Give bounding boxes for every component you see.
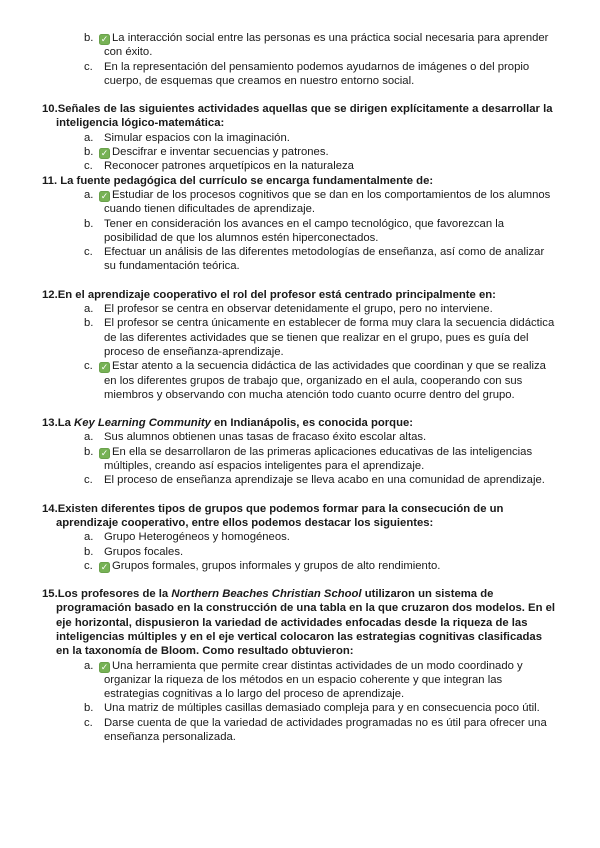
- option-letter: b.: [84, 445, 94, 458]
- answer-option: [84, 145, 556, 160]
- question-title: La fuente pedagógica del currículo se encarga fundamentalmente de:: [57, 174, 434, 187]
- option-text: El proceso de enseñanza aprendizaje se lleva acabo en una comunidad de aprendizaje.: [104, 474, 545, 487]
- option-letter: a.: [84, 531, 94, 544]
- question-title: Señales de las siguientes actividades aquellas que se dirigen explícitamente a desarrollar la inteligencia lógico-matemática:: [56, 103, 553, 130]
- option-text: Darse cuenta de que la variedad de actividades programadas no es útil para ofrecer una enseñanza personalizada.: [104, 716, 547, 744]
- option-letter: c.: [84, 360, 93, 373]
- option-text: Grupos formales, grupos informales y grupos de alto rendimiento.: [112, 559, 441, 572]
- question-number: 11.: [42, 174, 58, 187]
- question-block: [42, 174, 556, 188]
- question-block: [42, 502, 556, 531]
- option-text: Efectuar un análisis de las diferentes metodologías de enseñanza, así como de analizar su fundamentación teórica.: [104, 246, 545, 273]
- option-letter: b.: [84, 702, 94, 715]
- checkmark-icon: ✓: [100, 35, 109, 45]
- answer-option: [84, 60, 556, 89]
- question-block: [42, 416, 556, 430]
- option-text: Descifrar e inventar secuencias y patrones.: [112, 146, 329, 159]
- option-text: Simular espacios con la imaginación.: [104, 131, 290, 144]
- question-title: En el aprendizaje cooperativo el rol del profesor está centrado principalmente en:: [57, 288, 496, 301]
- question-number: 12.: [42, 288, 58, 301]
- answer-option: [84, 188, 556, 217]
- question-block: [42, 587, 556, 658]
- answer-option: [84, 131, 556, 145]
- option-letter: a.: [84, 131, 94, 144]
- option-letter: b.: [84, 317, 94, 330]
- question-block: [42, 288, 556, 302]
- option-text: Estudiar de los procesos cognitivos que se dan en los comportamientos de los alumnos cuando tienen dificultades de aprendizaje.: [104, 188, 551, 216]
- option-letter: a.: [84, 188, 94, 201]
- question-title: La: [57, 417, 75, 430]
- answer-option: [84, 545, 556, 559]
- question-title: Existen diferentes tipos de grupos que podemos formar para la consecución de un aprendizaje cooperativo, entre ellos podemos destacar los siguientes:: [56, 502, 504, 529]
- option-text: Una herramienta que permite crear distintas actividades de un modo coordinado y organizar la riqueza de los métodos en un espacio coherente y que integran las estrategias cognitivas a lo largo del proceso de aprendizaje.: [104, 659, 523, 701]
- question-number: 14.: [42, 502, 58, 515]
- option-letter: a.: [84, 431, 94, 444]
- option-text: Sus alumnos obtienen unas tasas de fracaso éxito escolar altas.: [104, 431, 427, 444]
- option-text: En ella se desarrollaron de las primeras aplicaciones educativas de las inteligencias múltiples, creando así espacios inteligentes para el aprendizaje.: [104, 445, 533, 473]
- option-letter: b.: [84, 32, 94, 44]
- question-number: 13.: [42, 417, 58, 430]
- option-letter: a.: [84, 659, 94, 672]
- option-letter: c.: [84, 60, 93, 73]
- checkmark-icon: ✓: [100, 191, 109, 202]
- option-text: El profesor se centra en observar detenidamente el grupo, pero no interviene.: [104, 303, 493, 316]
- option-text: El profesor se centra únicamente en establecer de forma muy clara la secuencia didáctica de las diferentes actividades que se tienen que realizar en el grupo, pues es guía del proceso de enseñanza-aprendizaje.: [104, 317, 555, 358]
- answer-option: [84, 217, 556, 246]
- answer-option: [84, 316, 556, 359]
- answer-option: [84, 530, 556, 544]
- option-letter: b.: [84, 146, 94, 159]
- option-letter: c.: [84, 246, 93, 259]
- question-number: 15.: [42, 588, 58, 601]
- option-text: Reconocer patrones arquetípicos en la naturaleza: [104, 160, 354, 173]
- answer-option: [84, 701, 556, 715]
- option-letter: a.: [84, 303, 94, 316]
- question-title-italic: Key Learning Community: [74, 417, 211, 430]
- answer-option: [84, 716, 556, 745]
- checkmark-icon: ✓: [100, 562, 109, 573]
- answer-option: [84, 445, 556, 474]
- checkmark-icon: ✓: [100, 662, 109, 673]
- option-letter: b.: [84, 545, 94, 558]
- answer-option: [84, 559, 556, 573]
- checkmark-icon: ✓: [100, 149, 109, 160]
- question-title: utilizaron un sistema de programación basado en la construcción de una tabla en la que cruzaron dos modelos. En el eje horizontal, dispusieron la variedad de actividades enfocadas desde la riqueza de las inteligencias múltiples y en el eje vertical colocaron las estrategias cognitivas clasificadas en la taxonomía de Bloom. Como resultado obtuvieron:: [56, 588, 556, 658]
- question-block: [42, 102, 556, 131]
- option-text: Grupo Heterogéneos y homogéneos.: [104, 531, 290, 544]
- option-text: En la representación del pensamiento podemos ayudarnos de imágenes o del propio cuerpo, de esquemas que creamos en nuestro entorno social.: [104, 60, 530, 87]
- option-letter: c.: [84, 474, 93, 487]
- option-text: Grupos focales.: [104, 545, 184, 558]
- checkmark-icon: ✓: [100, 363, 109, 374]
- option-letter: c.: [84, 716, 93, 729]
- question-title-italic: Northern Beaches Christian School: [171, 588, 362, 601]
- answer-option: [84, 473, 556, 487]
- option-text: Tener en consideración los avances en el campo tecnológico, que favorezcan la posibilidad de que los alumnos estén hiperconectados.: [104, 217, 505, 244]
- answer-option: [84, 302, 556, 316]
- answer-option: [84, 659, 556, 702]
- option-letter: c.: [84, 160, 93, 173]
- answer-option: [84, 159, 556, 173]
- checkmark-icon: ✓: [100, 448, 109, 459]
- question-title: en Indianápolis, es conocida porque:: [210, 417, 414, 430]
- option-text: Estar atento a la secuencia didáctica de las actividades que coordinan y que se realiza en los diferentes grupos de trabajo que, organizado en el aula, cooperando con sus miembros y observando con mucha atención todo cuanto ocurre dentro del grupo.: [104, 360, 546, 401]
- answer-option: [84, 31, 556, 60]
- answer-option: [84, 430, 556, 444]
- option-text: La interacción social entre las personas es una práctica social necesaria para aprender con éxito.: [104, 32, 549, 59]
- option-text: Una matriz de múltiples casillas demasiado compleja para y en consecuencia poco útil.: [104, 702, 540, 715]
- option-letter: c.: [84, 559, 93, 572]
- answer-option: [84, 359, 556, 402]
- answer-option: [84, 245, 556, 274]
- question-title: Los profesores de la: [57, 588, 172, 601]
- question-number: 10.: [42, 103, 58, 116]
- option-letter: b.: [84, 217, 94, 230]
